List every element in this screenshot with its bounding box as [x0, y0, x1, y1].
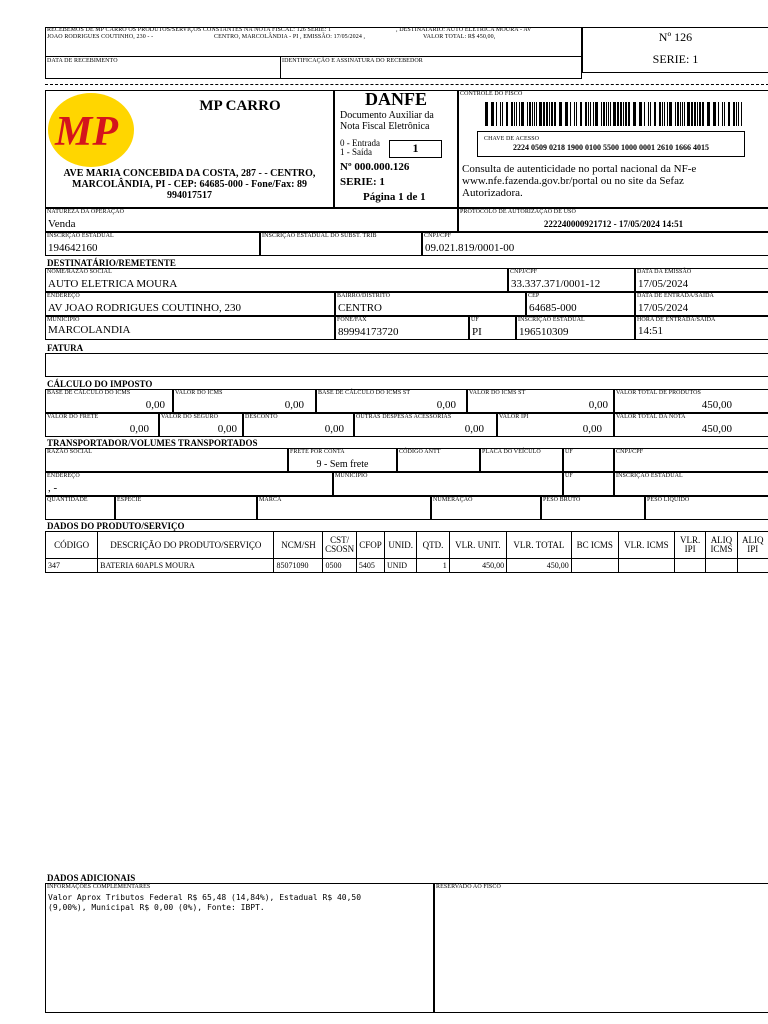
barcode-bar [625, 102, 627, 126]
produtos-header-cell: CFOP [356, 532, 384, 559]
controle-label: CONTROLE DO FISCO [460, 91, 523, 97]
transp-peso-liquido-label: PESO LÍQUIDO [647, 497, 690, 503]
danfe-numero: Nº 000.000.126 [340, 161, 410, 173]
produtos-header-cell: VLR. IPI [675, 532, 706, 559]
emitente-logo [47, 91, 136, 169]
barcode-bar [554, 102, 556, 126]
transp-cnpj-label: CNPJ/CPF [616, 449, 644, 455]
barcode-bar [588, 102, 589, 126]
dest-ie: 196510309 [519, 326, 569, 338]
dest-titulo: DESTINATÁRIO/REMETENTE [47, 258, 176, 268]
barcode-bar [502, 102, 503, 126]
v-icms-valor: 0,00 [284, 399, 304, 411]
emitente-endereco-3: 994017517 [167, 190, 212, 201]
danfe-titulo: DANFE [365, 89, 427, 109]
danfe-entrada: 0 - Entrada [340, 138, 380, 148]
barcode-bar [601, 102, 602, 126]
barcode-bar [559, 102, 562, 126]
transp-antt-label: CÓDIGO ANTT [399, 449, 441, 455]
danfe-subtitulo-2: Nota Fiscal Eletrônica [340, 121, 430, 132]
ie-valor: 194642160 [48, 242, 98, 254]
emitente-endereco-2: MARCOLÂNDIA, PI - CEP: 64685-000 - Fone/Fax: 89 [72, 179, 307, 190]
barcode-bar [707, 102, 710, 126]
bc-st-valor: 0,00 [436, 399, 456, 411]
chave-label: CHAVE DE ACESSO [484, 136, 540, 142]
transp-endereco-box [45, 472, 333, 496]
barcode-bar [733, 102, 735, 126]
barcode-bar [738, 102, 739, 126]
dest-uf-label: UF [471, 317, 479, 323]
barcode-icon [485, 102, 743, 126]
canhoto-valor: VALOR TOTAL: R$ 450,00, [423, 34, 496, 40]
barcode-bar [527, 102, 528, 126]
natureza-label: NATUREZA DA OPERAÇÃO [47, 209, 125, 215]
bc-icms-valor: 0,00 [145, 399, 165, 411]
barcode-bar [694, 102, 696, 126]
barcode-bar [644, 102, 645, 126]
barcode-bar [595, 102, 598, 126]
barcode-bar [702, 102, 704, 126]
canhoto-assinatura-label: IDENTIFICAÇÃO E ASSINATURA DO RECEBEDOR [282, 58, 423, 64]
barcode-bar [687, 102, 690, 126]
dest-nome: AUTO ELETRICA MOURA [48, 278, 178, 290]
barcode-bar [633, 102, 636, 126]
ipi-label: VALOR IPI [499, 414, 529, 420]
barcode-bar [532, 102, 533, 126]
fatura-titulo: FATURA [47, 343, 84, 353]
canhoto-texto-2a: JOAO RODRIGUES COUTINHO, 230 - - [47, 34, 154, 40]
dest-nome-label: NOME/RAZÃO SOCIAL [47, 269, 112, 275]
transp-endereco: , - [48, 482, 58, 494]
barcode-bar [585, 102, 587, 126]
outras-label: OUTRAS DESPESAS ACESSÓRIAS [356, 414, 452, 420]
v-st-valor: 0,00 [588, 399, 608, 411]
v-nota-valor: 450,00 [701, 423, 732, 435]
dest-fone-label: FONE/FAX [337, 317, 367, 323]
dest-endereco-label: ENDEREÇO [47, 293, 80, 299]
barcode-bar [650, 102, 651, 126]
barcode-bar [675, 102, 676, 126]
transp-frete-label: FRETE POR CONTA [290, 449, 345, 455]
barcode-bar [570, 102, 571, 126]
barcode-bar [623, 102, 624, 126]
table-cell [737, 559, 768, 573]
canhoto-texto-2b: CENTRO, MARCOLÂNDIA - PI , EMISSÃO: 17/05/2024 , [214, 34, 366, 40]
barcode-bar [691, 102, 693, 126]
barcode-bar [551, 102, 553, 126]
barcode-bar [574, 102, 575, 126]
barcode-bar [654, 102, 656, 126]
v-nota-label: VALOR TOTAL DA NOTA [616, 414, 686, 420]
transp-titulo: TRANSPORTADOR/VOLUMES TRANSPORTADOS [47, 438, 258, 448]
produtos-header-cell: CÓDIGO [46, 532, 98, 559]
dest-cep: 64685-000 [529, 302, 577, 314]
barcode-bar [576, 102, 577, 126]
barcode-bar [697, 102, 698, 126]
barcode-bar [662, 102, 663, 126]
barcode-bar [699, 102, 701, 126]
produtos-header-row [46, 532, 768, 559]
barcode-bar [514, 102, 515, 126]
dest-hora: 14:51 [638, 325, 664, 337]
v-prod-valor: 450,00 [701, 399, 732, 411]
transp-frete: 9 - Sem frete [316, 459, 369, 470]
barcode-bar [648, 102, 649, 126]
barcode-bar [718, 102, 719, 126]
dest-ie-label: INSCRIÇÃO ESTADUAL [518, 317, 585, 323]
barcode-bar [536, 102, 537, 126]
table-cell: 5405 [356, 559, 384, 573]
table-cell: 85071090 [274, 559, 323, 573]
table-cell: UNID [385, 559, 417, 573]
separator-line [45, 84, 768, 85]
barcode-bar [539, 102, 542, 126]
transp-qtd-label: QUANTIDADE [47, 497, 88, 503]
ipi-valor: 0,00 [582, 423, 602, 435]
protocolo-valor: 222240000921712 - 17/05/2024 14:51 [543, 219, 684, 229]
bc-st-label: BASE DE CÁLCULO DO ICMS ST [318, 390, 411, 396]
dest-entrada: 17/05/2024 [638, 302, 689, 314]
barcode-bar [669, 102, 672, 126]
barcode-bar [613, 102, 616, 126]
v-prod-label: VALOR TOTAL DE PRODUTOS [616, 390, 701, 396]
table-cell: 450,00 [449, 559, 506, 573]
table-cell: 0500 [323, 559, 356, 573]
barcode-bar [736, 102, 737, 126]
table-cell: 450,00 [507, 559, 572, 573]
barcode-bar [639, 102, 642, 126]
produtos-titulo: DADOS DO PRODUTO/SERVIÇO [47, 521, 185, 531]
barcode-bar [519, 102, 520, 126]
dest-cnpj-label: CNPJ/CPF [510, 269, 538, 275]
transp-especie-label: ESPÉCIE [117, 497, 142, 503]
barcode-bar [516, 102, 517, 126]
barcode-bar [529, 102, 531, 126]
imposto-titulo: CÁLCULO DO IMPOSTO [47, 379, 153, 389]
barcode-bar [606, 102, 607, 126]
table-cell [675, 559, 706, 573]
info-linha-1: Valor Aprox Tributos Federal R$ 65,48 (14,84%), Estadual R$ 40,50 [48, 893, 362, 902]
produtos-header-cell: CST/ CSOSN [323, 532, 356, 559]
barcode-bar [659, 102, 661, 126]
canhoto-serie: SERIE: 1 [652, 52, 699, 66]
consulta-linha-1: Consulta de autenticidade no portal nacional da NF-e [462, 163, 697, 175]
barcode-bar [728, 102, 730, 126]
ie-st-label: INSCRIÇÃO ESTADUAL DO SUBST. TRIB [262, 233, 377, 239]
dest-entrada-label: DATA DE ENTRADA/SAÍDA [637, 293, 714, 299]
transp-uf-label: UF [565, 449, 573, 455]
produtos-header-cell: NCM/SH [274, 532, 323, 559]
barcode-bar [603, 102, 605, 126]
dest-emissao-label: DATA DA EMISSÃO [637, 269, 692, 275]
dest-bairro: CENTRO [338, 302, 382, 314]
dest-bairro-label: BAIRRO/DISTRITO [337, 293, 391, 299]
cnpj-emit-label: CNPJ/CPF [424, 233, 452, 239]
produtos-header-cell: VLR. ICMS [618, 532, 674, 559]
table-cell: 347 [46, 559, 98, 573]
produtos-table [45, 531, 768, 573]
barcode-bar [590, 102, 591, 126]
dest-cep-label: CEP [528, 293, 540, 299]
dest-municipio-label: MUNICÍPIO [47, 317, 80, 323]
seguro-valor: 0,00 [217, 423, 237, 435]
table-cell: 1 [417, 559, 449, 573]
consulta-linha-3: Autorizadora. [462, 187, 523, 199]
danfe-saida: 1 - Saída [340, 147, 372, 157]
logo-letters: MP [55, 109, 118, 155]
table-row [46, 559, 768, 573]
barcode-bar [677, 102, 679, 126]
barcode-bar [485, 102, 488, 126]
natureza-valor: Venda [48, 218, 76, 230]
outras-valor: 0,00 [464, 423, 484, 435]
desconto-valor: 0,00 [324, 423, 344, 435]
barcode-bar [580, 102, 582, 126]
produtos-header-cell: ALIQ IPI [737, 532, 768, 559]
barcode-bar [667, 102, 668, 126]
transp-peso-bruto-label: PESO BRUTO [543, 497, 581, 503]
barcode-bar [546, 102, 548, 126]
barcode-bar [617, 102, 619, 126]
ie-label: INSCRIÇÃO ESTADUAL [47, 233, 114, 239]
barcode-bar [682, 102, 683, 126]
barcode-bar [549, 102, 550, 126]
dest-hora-label: HORA DE ENTRADA/SAÍDA [637, 317, 716, 323]
barcode-bar [506, 102, 508, 126]
dest-municipio: MARCOLANDIA [48, 324, 131, 336]
barcode-bar [664, 102, 665, 126]
chave-acesso: 2224 0509 0218 1900 0100 5500 1000 0001 2610 1666 4015 [513, 143, 709, 152]
transp-marca-box [257, 496, 431, 520]
table-cell [571, 559, 618, 573]
v-icms-label: VALOR DO ICMS [175, 390, 223, 396]
barcode-bar [521, 102, 524, 126]
barcode-bar [496, 102, 497, 126]
desconto-label: DESCONTO [245, 414, 278, 420]
barcode-bar [628, 102, 630, 126]
transp-placa-label: PLACA DO VEÍCULO [482, 449, 541, 455]
transp-razao-label: RAZÃO SOCIAL [47, 449, 93, 455]
danfe-serie: SERIE: 1 [340, 176, 385, 188]
canhoto-destinatario: , DESTINATARIO: AUTO ELETRICA MOURA - AV [396, 27, 532, 33]
barcode-bar [511, 102, 513, 126]
dest-fone: 89994173720 [338, 326, 399, 338]
danfe-tipo: 1 [412, 141, 419, 155]
v-st-label: VALOR DO ICMS ST [469, 390, 526, 396]
produtos-header-cell: VLR. TOTAL [507, 532, 572, 559]
produtos-body [46, 559, 768, 573]
frete-label: VALOR DO FRETE [47, 414, 99, 420]
barcode-bar [680, 102, 681, 126]
frete-valor: 0,00 [129, 423, 149, 435]
bc-icms-label: BASE DE CÁLCULO DO ICMS [47, 390, 131, 396]
table-cell: BATERIA 60APLS MOURA [98, 559, 274, 573]
barcode-bar [534, 102, 535, 126]
seguro-label: VALOR DO SEGURO [161, 414, 219, 420]
transp-municipio-label: MUNICÍPIO [335, 473, 368, 479]
barcode-bar [610, 102, 611, 126]
fisco-box [434, 883, 768, 1013]
barcode-bar [593, 102, 594, 126]
protocolo-label: PROTOCOLO DE AUTORIZAÇÃO DE USO [460, 209, 576, 215]
adicionais-titulo: DADOS ADICIONAIS [47, 873, 136, 883]
barcode-bar [608, 102, 609, 126]
barcode-bar [724, 102, 725, 126]
barcode-bar [565, 102, 568, 126]
barcode-bar [722, 102, 723, 126]
table-cell [618, 559, 674, 573]
dest-cnpj: 33.337.371/0001-12 [511, 278, 601, 290]
produtos-header-cell: VLR. UNIT. [449, 532, 506, 559]
barcode-bar [741, 102, 742, 126]
danfe-pagina: Página 1 de 1 [363, 191, 426, 203]
emitente-nome: MP CARRO [199, 98, 281, 114]
canhoto-numero: Nº 126 [658, 30, 693, 44]
transp-uf2-label: UF [565, 473, 573, 479]
transp-endereco-label: ENDEREÇO [47, 473, 80, 479]
barcode-bar [684, 102, 685, 126]
dest-uf: PI [472, 326, 482, 338]
dest-emissao: 17/05/2024 [638, 278, 689, 290]
barcode-bar [500, 102, 501, 126]
emitente-endereco-1: AVE MARIA CONCEBIDA DA COSTA, 287 - - CENTRO, [63, 168, 316, 179]
produtos-header-cell: ALIQ ICMS [706, 532, 737, 559]
dest-endereco: AV JOAO RODRIGUES COUTINHO, 230 [48, 302, 242, 314]
consulta-linha-2: www.nfe.fazenda.gov.br/portal ou no site da Sefaz [462, 175, 684, 187]
cnpj-emit-valor: 09.021.819/0001-00 [425, 242, 515, 254]
produtos-header-cell: QTD. [417, 532, 449, 559]
fisco-label: RESERVADO AO FISCO [436, 884, 501, 890]
transp-ie-label: INSCRIÇÃO ESTADUAL [616, 473, 683, 479]
canhoto-texto-1: RECEBEMOS DE MP CARRO OS PRODUTOS/SERVIÇOS CONSTANTES NA NOTA FISCAL: 126 SERIE: 1 [47, 27, 332, 33]
barcode-bar [491, 102, 494, 126]
transp-marca-label: MARCA [259, 497, 282, 503]
transp-numeracao-label: NUMERAÇÃO [433, 497, 473, 503]
canhoto-data-label: DATA DE RECEBIMENTO [47, 58, 118, 64]
danfe-subtitulo-1: Documento Auxiliar da [340, 110, 434, 121]
barcode-bar [713, 102, 716, 126]
produtos-header-cell: UNID. [385, 532, 417, 559]
fatura-box [45, 353, 768, 377]
table-cell [706, 559, 737, 573]
barcode-bar [543, 102, 545, 126]
produtos-header-cell: BC ICMS [571, 532, 618, 559]
info-label: INFORMAÇÕES COMPLEMENTARES [47, 884, 151, 890]
info-linha-2: (9,00%), Municipal R$ 0,00 (0%), Fonte: IBPT. [48, 903, 265, 912]
barcode-bar [620, 102, 622, 126]
produtos-header-cell: DESCRIÇÃO DO PRODUTO/SERVIÇO [98, 532, 274, 559]
